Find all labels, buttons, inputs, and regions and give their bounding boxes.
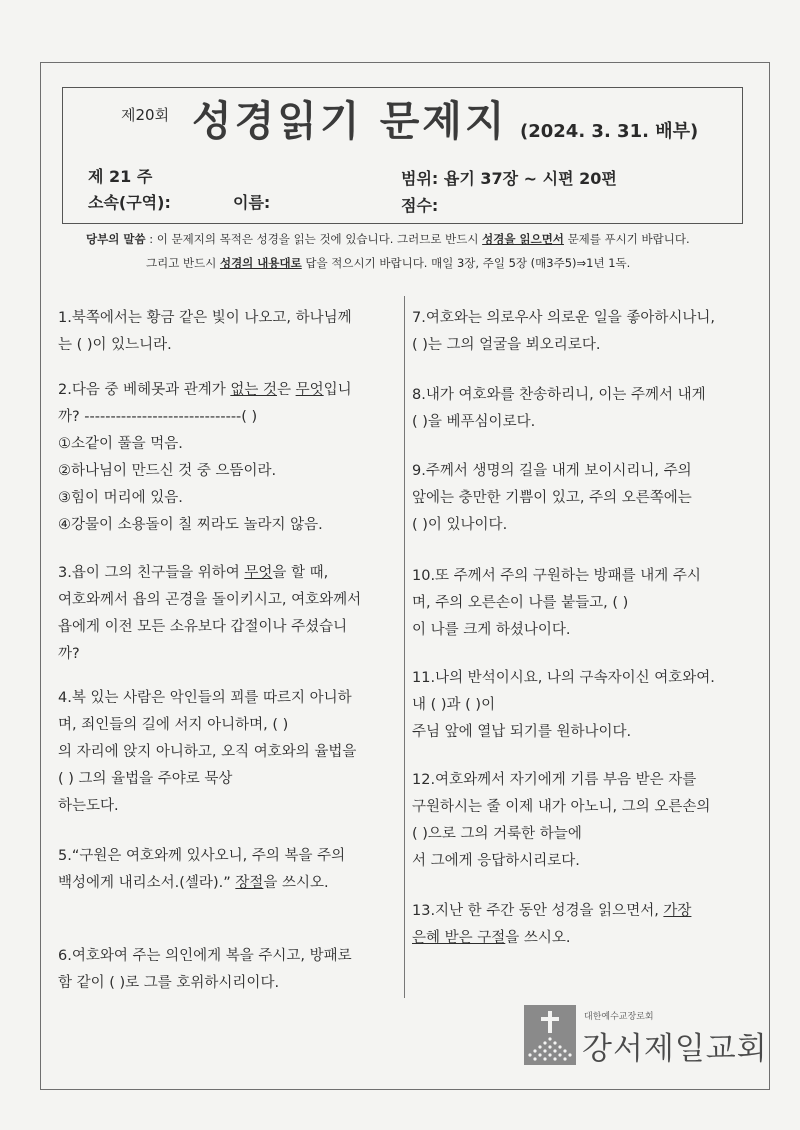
answer-option: ②하나님이 만드신 것 중 으뜸이라.	[58, 463, 277, 479]
question-text	[412, 925, 752, 952]
question-3	[58, 560, 396, 668]
question-text: 입니	[323, 382, 352, 398]
question-text: 이 나를 크게 하셨나이다.	[412, 622, 571, 638]
answer-option: ④강물이 소용돌이 칠 찌라도 놀라지 않음.	[58, 517, 323, 533]
question-1	[58, 305, 396, 359]
question-4	[58, 685, 396, 820]
question-text: 5.“구원은 여호와께 있사오니, 주의 복을 주의	[58, 848, 346, 864]
underlined-term: 무엇	[295, 382, 324, 398]
question-11	[412, 665, 752, 746]
question-2	[58, 377, 396, 539]
underlined-term: 가장	[663, 903, 692, 919]
question-text: 함 같이 ( )로 그를 호위하시리이다.	[58, 975, 280, 991]
question-text: 6.여호와여 주는 의인에게 복을 주시고, 방패로	[58, 948, 352, 964]
underlined-term: 장절	[235, 875, 264, 891]
question-text: 10.또 주께서 주의 구원하는 방패를 내게 주시	[412, 568, 701, 584]
question-text: 을 쓰시오.	[505, 930, 571, 946]
question-7	[412, 305, 752, 359]
underlined-term: 무엇	[244, 565, 273, 581]
question-text: 13.지난 한 주간 동안 성경을 읽으면서,	[412, 903, 664, 919]
answer-option: ①소같이 풀을 먹음.	[58, 436, 183, 452]
question-text: 11.나의 반석이시요, 나의 구속자이신 여호와여.	[412, 670, 715, 686]
question-text: 는 ( )이 있느니라.	[58, 337, 172, 353]
question-text: 구원하시는 줄 이제 내가 아노니, 그의 오른손의	[412, 799, 711, 815]
question-text: 을 쓰시오.	[263, 875, 329, 891]
name-label: 이름:	[233, 193, 271, 212]
question-text: 내 ( )과 ( )이	[412, 697, 496, 713]
question-text: 8.내가 여호와를 찬송하리니, 이는 주께서 내게	[412, 387, 706, 403]
underlined-term: 은혜 받은 구절	[412, 930, 506, 946]
question-text	[58, 560, 396, 587]
church-name: 강서제일교회	[582, 1031, 768, 1067]
question-text: 서 그에게 응답하시리로다.	[412, 853, 580, 869]
question-text: 까? ------------------------------( )	[58, 409, 258, 425]
question-text: 하는도다.	[58, 798, 119, 814]
cross-emblem-icon	[524, 1005, 576, 1065]
question-text	[58, 870, 396, 897]
question-8	[412, 382, 752, 436]
question-text: 은	[276, 382, 296, 398]
score-label: 점수:	[401, 196, 439, 215]
question-text: 12.여호와께서 자기에게 기름 부음 받은 자를	[412, 772, 697, 788]
edition-number: 제20회	[121, 106, 170, 124]
affiliation-label: 소속(구역):	[88, 193, 171, 212]
notice-text: : 이 문제지의 목적은 성경을 읽는 것에 있습니다. 그러므로 반드시	[149, 232, 479, 246]
question-text: 여호와께서 욥의 곤경을 돌이키시고, 여호와께서	[58, 592, 362, 608]
question-6	[58, 943, 396, 997]
question-9	[412, 458, 752, 539]
underlined-term: 없는 것	[230, 382, 277, 398]
question-text: ( )는 그의 얼굴을 뵈오리로다.	[412, 337, 601, 353]
question-text: 며, 주의 오른손이 나를 붙들고, ( )	[412, 595, 629, 611]
question-text	[412, 898, 752, 925]
question-5	[58, 843, 396, 897]
question-text: 9.주께서 생명의 길을 내게 보이시리니, 주의	[412, 463, 692, 479]
notice-emphasis: 성경의 내용대로	[219, 256, 302, 270]
question-text: 7.여호와는 의로우사 의로운 일을 좋아하시나니,	[412, 310, 716, 326]
reading-range: 범위: 욥기 37장 ~ 시편 20편	[401, 169, 617, 188]
question-text: 까?	[58, 646, 80, 662]
question-text: 을 할 때,	[272, 565, 329, 581]
denomination-label: 대한예수교장로회	[584, 1012, 654, 1022]
church-logo	[524, 1005, 768, 1069]
notice-label: 당부의 말씀	[86, 232, 146, 246]
question-text: 앞에는 충만한 기쁨이 있고, 주의 오른쪽에는	[412, 490, 692, 506]
notice-text: 문제를 푸시기 바랍니다.	[567, 232, 690, 246]
question-12	[412, 767, 752, 875]
notice-emphasis: 성경을 읽으면서	[482, 232, 564, 246]
question-text: 1.북쪽에서는 황금 같은 빛이 나오고, 하나님께	[58, 310, 352, 326]
question-text: 4.복 있는 사람은 악인들의 꾀를 따르지 아니하	[58, 690, 352, 706]
question-text: ( )이 있나이다.	[412, 517, 508, 533]
question-text: 며, 죄인들의 길에 서지 아니하며, ( )	[58, 717, 289, 733]
question-text	[58, 377, 396, 404]
question-text: 주님 앞에 열납 되기를 원하나이다.	[412, 724, 632, 740]
question-text: 3.욥이 그의 친구들을 위하여	[58, 565, 245, 581]
page-title: 성경읽기 문제지	[192, 97, 508, 145]
question-text: ( )으로 그의 거룩한 하늘에	[412, 826, 582, 842]
week-label: 제 21 주	[88, 167, 153, 186]
question-10	[412, 563, 752, 644]
notice-line-1	[86, 231, 690, 247]
question-13	[412, 898, 752, 952]
notice-line-2	[146, 255, 630, 271]
notice-text: 답을 적으시기 바랍니다. 매일 3장, 주일 5장 (매3주5)⇒1년 1독.	[305, 256, 631, 270]
distribution-date: (2024. 3. 31. 배부)	[520, 121, 699, 142]
question-text: 의 자리에 앉지 아니하고, 오직 여호와의 율법을	[58, 744, 357, 760]
column-divider	[404, 296, 405, 998]
question-text: 2.다음 중 베헤못과 관계가	[58, 382, 231, 398]
question-text: 욥에게 이전 모든 소유보다 갑절이나 주셨습니	[58, 619, 348, 635]
question-text: ( ) 그의 율법을 주야로 묵상	[58, 771, 233, 787]
question-text: ( )을 베푸심이로다.	[412, 414, 536, 430]
answer-option: ③힘이 머리에 있음.	[58, 490, 183, 506]
question-text: 백성에게 내리소서.(셀라).”	[58, 875, 236, 891]
notice-text: 그리고 반드시	[146, 256, 217, 270]
